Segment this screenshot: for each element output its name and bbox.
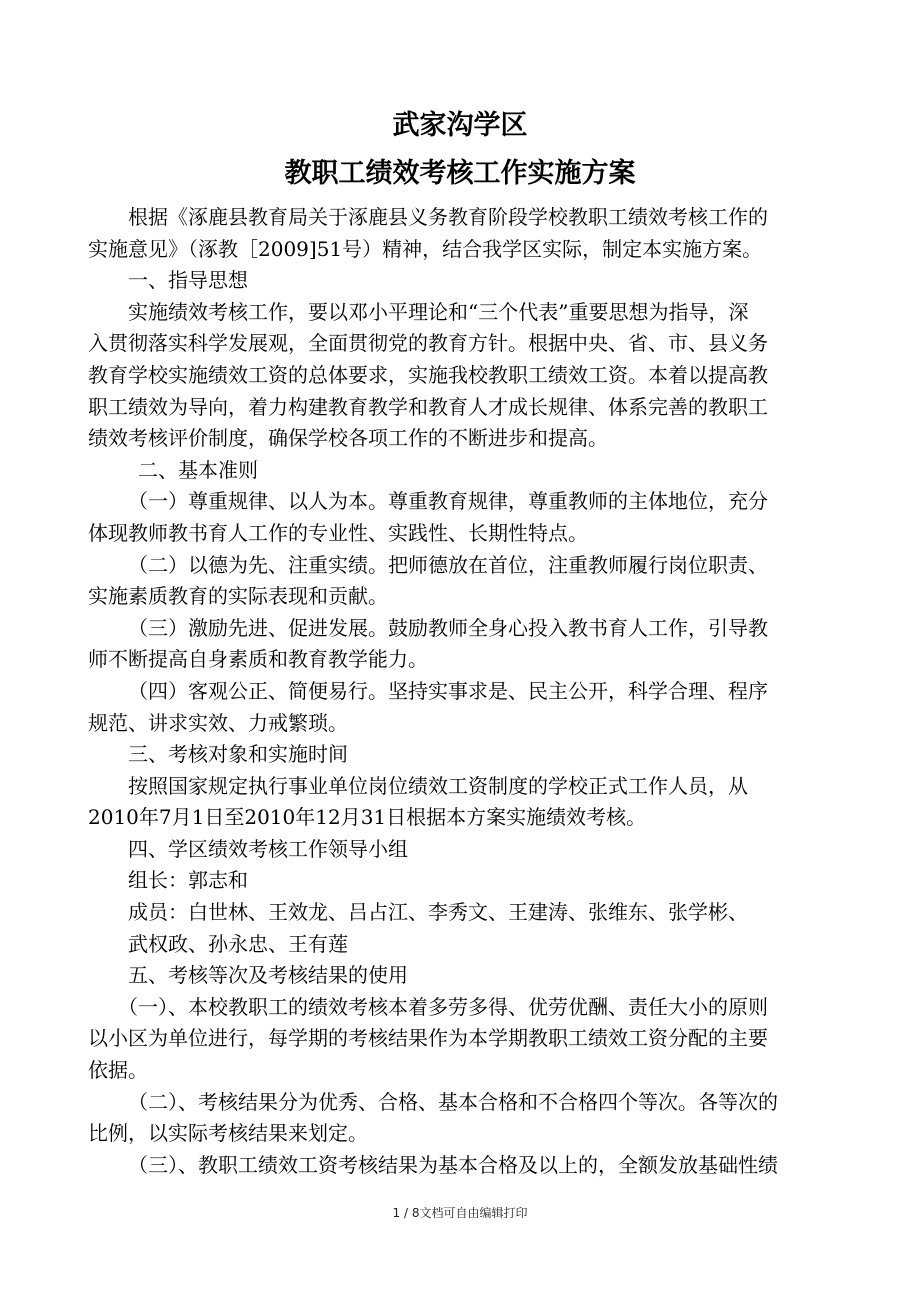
section-heading-assessment-grades: 五、考核等次及考核结果的使用 <box>128 963 408 988</box>
text-line: （三）、教职工绩效工资考核结果为基本合格及以上的，全额发放基础性绩 <box>128 1152 778 1177</box>
text-line: 职工绩效为导向，着力构建教育教学和教育人才成长规律、体系完善的教职工 <box>88 394 768 419</box>
text-line: 绩效考核评价制度，确保学校各项工作的不断进步和提高。 <box>88 426 608 451</box>
document-body <box>88 202 832 1181</box>
text-line: 成员：白世林、王效龙、吕占江、李秀文、王建涛、张维东、张学彬、 <box>128 900 748 925</box>
text-line: 实施意见》（涿教［2009]51号）精神，结合我学区实际，制定本实施方案。 <box>88 236 763 261</box>
text-line: 规范、讲求实效、力戒繁琐。 <box>88 710 348 735</box>
text-line: （一）尊重规律、以人为本。尊重教育规律，尊重教师的主体地位，充分 <box>128 489 768 514</box>
section-heading-leadership-group: 四、学区绩效考核工作领导小组 <box>128 836 408 861</box>
text-line: 入贯彻落实科学发展观，全面贯彻党的教育方针。根据中央、省、市、县义务 <box>88 331 768 356</box>
text-line: （一）、本校教职工的绩效考核本着多劳多得、优劳优酬、责任大小的原则 <box>118 994 768 1019</box>
text-line: 按照国家规定执行事业单位岗位绩效工资制度的学校正式工作人员，从 <box>128 773 748 798</box>
text-line: 比例，以实际考核结果来划定。 <box>88 1121 368 1146</box>
text-line: 2010年7月1日至2010年12月31日根据本方案实施绩效考核。 <box>88 805 647 830</box>
section-heading-guiding-ideology: 一、指导思想 <box>128 268 248 293</box>
text-line: 体现教师教书育人工作的专业性、实践性、长期性特点。 <box>88 520 588 545</box>
text-line: 师不断提高自身素质和教育教学能力。 <box>88 647 428 672</box>
text-line: 依据。 <box>88 1058 148 1083</box>
text-line: （四）客观公正、简便易行。坚持实事求是、民主公开，科学合理、程序 <box>128 678 768 703</box>
text-line: 实施绩效考核工作，要以邓小平理论和“三个代表”重要思想为指导，深 <box>128 299 749 324</box>
text-line: （三）激励先进、促进发展。鼓励教师全身心投入教书育人工作，引导教 <box>128 615 768 640</box>
page-footer: 1 / 8文档可自由编辑打印 <box>392 1206 528 1220</box>
text-line: 以小区为单位进行，每学期的考核结果作为本学期教职工绩效工资分配的主要 <box>88 1026 768 1051</box>
text-line: 根据《涿鹿县教育局关于涿鹿县义务教育阶段学校教职工绩效考核工作的 <box>128 205 768 229</box>
title-plan-name: 教职工绩效考核工作实施方案 <box>284 158 636 189</box>
title-school-district: 武家沟学区 <box>392 110 528 141</box>
section-heading-assessment-targets: 三、考核对象和实施时间 <box>128 742 348 767</box>
section-heading-basic-principles: 二、基本准则 <box>138 457 258 482</box>
text-line: （二）、考核结果分为优秀、合格、基本合格和不合格四个等次。各等次的 <box>128 1089 778 1114</box>
text-line: （二）以德为先、注重实绩。把师德放在首位，注重教师履行岗位职责、 <box>128 552 768 577</box>
text-line: 组长：郭志和 <box>128 868 248 893</box>
text-line: 实施素质教育的实际表现和贡献。 <box>88 584 388 609</box>
text-line: 武权政、孙永忠、王有莲 <box>128 931 348 956</box>
text-line: 教育学校实施绩效工资的总体要求，实施我校教职工绩效工资。本着以提高教 <box>88 362 768 387</box>
